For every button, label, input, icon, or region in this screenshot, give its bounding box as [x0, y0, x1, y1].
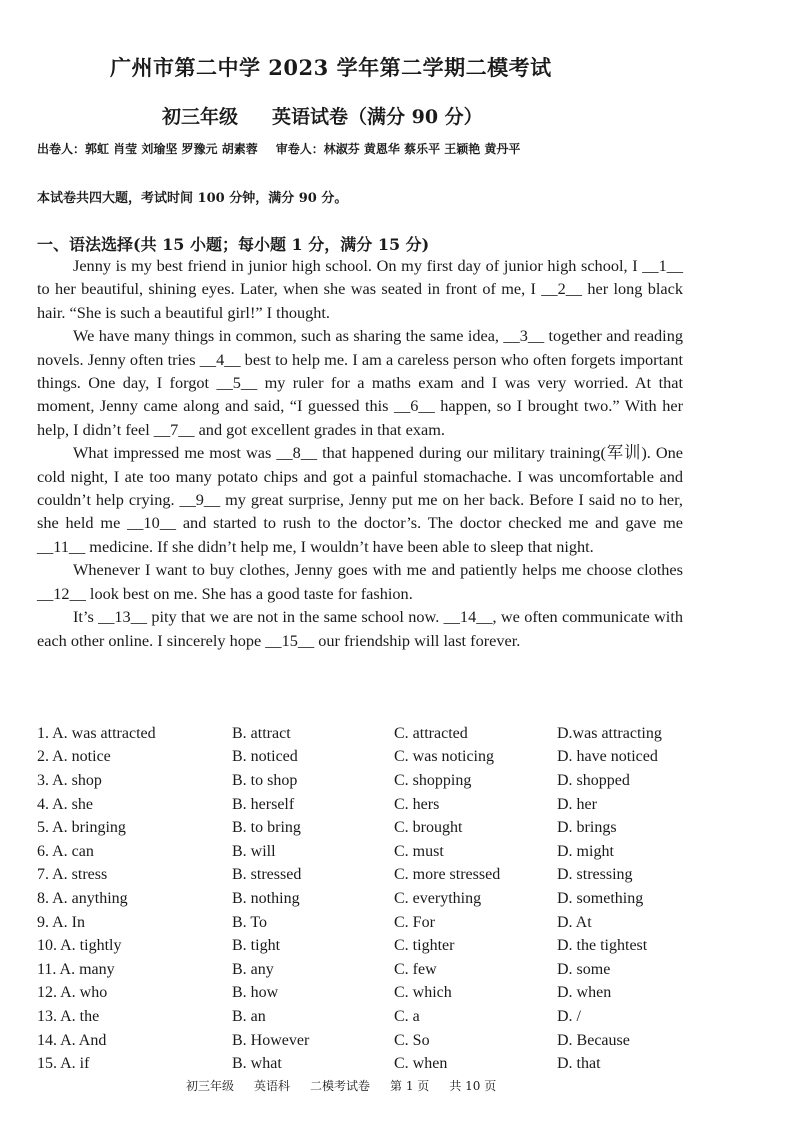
- option-a: 11. A. many: [37, 960, 115, 978]
- footer-page: 第 1 页: [390, 1079, 430, 1093]
- option-c: C. So: [394, 1031, 430, 1049]
- option-a: 1. A. was attracted: [37, 724, 156, 742]
- option-a: 5. A. bringing: [37, 819, 126, 837]
- option-b: B. to bring: [232, 819, 301, 837]
- exam-title: 广州市第二中学 2023 学年第二学期二模考试: [110, 55, 552, 80]
- option-d: D. when: [557, 984, 612, 1002]
- option-d: D. something: [557, 889, 644, 907]
- option-d: D.was attracting: [557, 724, 662, 742]
- question-row: [37, 769, 697, 793]
- option-c: C. everything: [394, 889, 482, 907]
- option-d: D. some: [557, 960, 611, 978]
- option-a: 13. A. the: [37, 1007, 100, 1025]
- option-c: C. shopping: [394, 771, 472, 789]
- question-row: [37, 982, 697, 1006]
- authors-line: [37, 140, 520, 157]
- option-d: D. At: [557, 913, 592, 931]
- option-c: C. tighter: [394, 937, 455, 955]
- option-a: 3. A. shop: [37, 771, 102, 789]
- option-c: C. must: [394, 842, 444, 860]
- option-a: 6. A. can: [37, 842, 94, 860]
- option-d: D. /: [557, 1007, 581, 1025]
- question-row: [37, 1029, 697, 1053]
- option-c: C. was noticing: [394, 748, 494, 766]
- question-row: [37, 816, 697, 840]
- page-footer: [186, 1077, 516, 1094]
- option-c: C. brought: [394, 819, 463, 837]
- footer-exam: 二模考试卷: [310, 1079, 371, 1093]
- option-a: 2. A. notice: [37, 748, 111, 766]
- option-a: 14. A. And: [37, 1031, 107, 1049]
- option-d: D. might: [557, 842, 614, 860]
- option-c: C. For: [394, 913, 435, 931]
- reviewers-list: 审卷人：林淑芬 黄恩华 蔡乐平 王颖艳 黄丹平: [275, 142, 521, 156]
- passage-paragraph: It’s __13__ pity that we are not in the same school now. __14__, we often communicate with each other online. I sincerely hope __15__ our friendship will last forever.: [37, 607, 683, 650]
- subject-label: 英语试卷（满分 90 分）: [272, 106, 483, 128]
- option-b: B. However: [232, 1031, 310, 1049]
- option-a: 15. A. if: [37, 1055, 90, 1073]
- question-row: [37, 911, 697, 935]
- option-b: B. what: [232, 1055, 282, 1073]
- option-b: B. noticed: [232, 748, 298, 766]
- option-b: B. an: [232, 1007, 266, 1025]
- option-c: C. more stressed: [394, 866, 501, 884]
- question-row: [37, 934, 697, 958]
- exam-notice: 本试卷共四大题，考试时间 100 分钟，满分 90 分。: [37, 191, 348, 206]
- setters-list: 出卷人：郭虹 肖莹 刘瑜坚 罗豫元 胡素蓉: [37, 142, 258, 156]
- option-c: C. which: [394, 984, 452, 1002]
- option-d: D. shopped: [557, 771, 630, 789]
- question-row: [37, 1005, 697, 1029]
- option-a: 10. A. tightly: [37, 937, 122, 955]
- option-b: B. how: [232, 984, 279, 1002]
- option-d: D. that: [557, 1055, 601, 1073]
- footer-subject: 英语科: [254, 1079, 291, 1093]
- option-b: B. herself: [232, 795, 295, 813]
- option-c: C. hers: [394, 795, 440, 813]
- option-b: B. attract: [232, 724, 291, 742]
- passage-paragraph: Whenever I want to buy clothes, Jenny goes with me and patiently helps me choose clothes __12__ look best on me. She has a good taste for fashion.: [37, 560, 683, 603]
- option-a: 4. A. she: [37, 795, 93, 813]
- option-b: B. to shop: [232, 771, 298, 789]
- question-row: [37, 722, 697, 746]
- reading-passage: [37, 254, 683, 652]
- option-a: 9. A. In: [37, 913, 85, 931]
- question-row: [37, 1052, 697, 1076]
- option-d: D. brings: [557, 819, 617, 837]
- section-title: 一、语法选择(共 15 小题；每小题 1 分，满分 15 分): [37, 235, 430, 254]
- passage-paragraph: We have many things in common, such as sharing the same idea, __3__ together and reading novels. Jenny often tries __4__ best to help me. I am a careless person who often forgets important things. One day, I forgot __5__ my ruler for a maths exam and I was very worried. At that moment, Jenny came along and said, “I guessed this __6__ happen, so I brought two.” With her help, I didn’t feel __7__ and got excellent grades in that exam.: [37, 326, 683, 439]
- option-a: 12. A. who: [37, 984, 108, 1002]
- option-b: B. To: [232, 913, 268, 931]
- option-d: D. the tightest: [557, 937, 648, 955]
- option-b: B. will: [232, 842, 276, 860]
- passage-paragraph: Jenny is my best friend in junior high school. On my first day of junior high school, I __1__ to her beautiful, shining eyes. Later, when she was seated in front of me, I __2__ her long black hair. “She is such a beautiful girl!” I thought.: [37, 256, 683, 322]
- passage-paragraph: What impressed me most was __8__ that happened during our military training(军训). One cold night, I ate too many potato chips and got a painful stomachache. I was uncomfortable and couldn’t help crying. __9__ my great surprise, Jenny put me on her back. Before I said no to her, she held me __10__ and started to rush to the doctor’s. The doctor checked me and gave me __11__ medicine. If she didn’t help me, I wouldn’t have been able to sleep that night.: [37, 443, 683, 556]
- question-row: [37, 840, 697, 864]
- option-d: D. Because: [557, 1031, 630, 1049]
- option-a: 8. A. anything: [37, 889, 128, 907]
- option-c: C. few: [394, 960, 437, 978]
- grade-label: 初三年级: [162, 106, 239, 128]
- question-row: [37, 793, 697, 817]
- question-row: [37, 746, 697, 770]
- question-row: [37, 958, 697, 982]
- option-d: D. her: [557, 795, 597, 813]
- option-d: D. stressing: [557, 866, 633, 884]
- option-c: C. a: [394, 1007, 420, 1025]
- option-b: B. any: [232, 960, 274, 978]
- option-d: D. have noticed: [557, 748, 658, 766]
- option-b: B. nothing: [232, 889, 300, 907]
- option-b: B. tight: [232, 937, 281, 955]
- option-b: B. stressed: [232, 866, 302, 884]
- option-c: C. when: [394, 1055, 448, 1073]
- options-list: [37, 722, 697, 1076]
- exam-subtitle: [162, 102, 483, 129]
- option-c: C. attracted: [394, 724, 468, 742]
- question-row: [37, 887, 697, 911]
- footer-grade: 初三年级: [186, 1079, 235, 1093]
- option-a: 7. A. stress: [37, 866, 108, 884]
- question-row: [37, 864, 697, 888]
- footer-total: 共 10 页: [449, 1079, 497, 1093]
